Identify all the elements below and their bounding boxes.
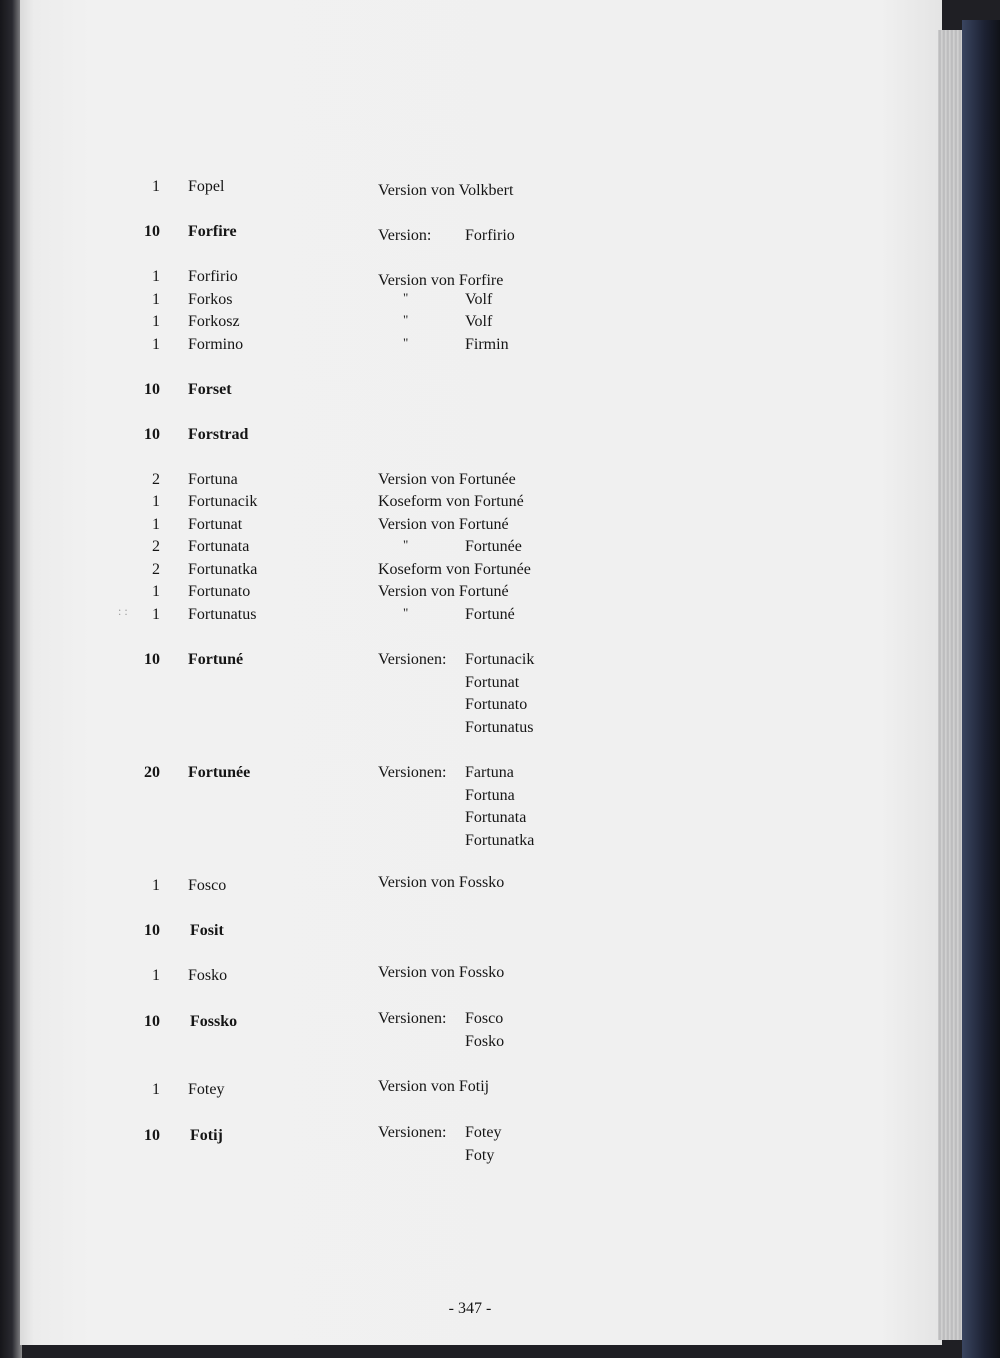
note-value: Volf: [465, 291, 493, 308]
entry-note-line: [378, 785, 778, 807]
entry-count: 1: [152, 967, 160, 984]
entry-count: 1: [152, 583, 160, 600]
entry-count: 2: [152, 471, 160, 488]
entry-note-line: [378, 604, 778, 626]
note-value: Fotey: [465, 1124, 502, 1141]
entry-name: Fosko: [188, 967, 228, 984]
entry-name: Formino: [188, 336, 244, 353]
entry-note-line: [378, 717, 778, 739]
entry-name: Forkosz: [188, 313, 240, 330]
note-value: Fortunat: [465, 673, 520, 691]
entry-row: [0, 424, 1000, 446]
entry-name: Fortuné: [188, 651, 244, 668]
entry-count: 1: [152, 313, 160, 330]
entry-note-line: [378, 1076, 778, 1098]
ditto-mark: ": [403, 335, 409, 350]
note-value: Firmin: [465, 336, 509, 353]
note-value: Fortuné: [465, 606, 515, 623]
note-label: Version:: [378, 227, 432, 244]
entry-note-line: [378, 289, 778, 311]
note-label: Versionen:: [378, 1124, 447, 1141]
entry-count: 1: [152, 336, 160, 353]
entry-name: Forset: [188, 381, 232, 398]
entry-name: Fotij: [190, 1127, 223, 1144]
entry-note-line: [378, 311, 778, 333]
note-value: Fortuna: [465, 786, 515, 804]
entry-note-line: [378, 581, 778, 603]
entry-note-line: [378, 649, 778, 671]
entry-note-line: [378, 334, 778, 356]
entry-count: 1: [152, 291, 160, 308]
entry-note-line: [378, 962, 778, 984]
entry-name: Forfirio: [188, 268, 238, 285]
note-label: Version von Fortuné: [378, 516, 509, 533]
note-label: Version von Forfire: [378, 272, 504, 289]
entry-name: Fortunacik: [188, 493, 258, 510]
note-label: Version von Fotij: [378, 1078, 490, 1095]
entry-name: Fortunato: [188, 583, 251, 600]
entry-name: Fortunata: [188, 538, 250, 555]
entry-count: 1: [152, 516, 160, 533]
note-label: Version von Fossko: [378, 964, 505, 981]
ditto-mark: ": [403, 290, 409, 305]
entry-note-line: [378, 830, 778, 852]
entry-note-line: [378, 1031, 778, 1053]
note-value: Fosco: [465, 1010, 504, 1027]
note-value: Fortunata: [465, 809, 527, 826]
entry-name: Fortunatka: [188, 561, 258, 578]
entry-note-line: [378, 807, 778, 829]
entry-count: 10: [144, 223, 160, 240]
entry-count: 2: [152, 561, 160, 578]
entry-note-line: [378, 1122, 778, 1144]
entry-count: 10: [144, 922, 160, 939]
note-label: Koseform von Fortunée: [378, 561, 531, 578]
entry-name: Fortunatus: [188, 606, 257, 623]
entry-name: Forstrad: [188, 426, 249, 443]
note-label: Koseform von Fortuné: [378, 493, 524, 510]
note-value: Fortunatus: [465, 718, 534, 736]
entry-count: 1: [152, 178, 160, 195]
entry-row: [0, 379, 1000, 401]
entry-name: Fortunée: [188, 764, 251, 781]
entry-note-line: [378, 225, 778, 247]
note-value: Foty: [465, 1146, 495, 1164]
entry-row: [0, 920, 1000, 942]
margin-marks: : :: [118, 604, 128, 618]
note-label: Version von Fortuné: [378, 583, 509, 600]
note-label: Version von Fossko: [378, 874, 505, 891]
note-value: Forfirio: [465, 227, 515, 244]
ditto-mark: ": [403, 537, 409, 552]
entry-name: Forfire: [188, 223, 237, 240]
note-value: Fortunatka: [465, 831, 535, 849]
note-label: Version von Volkbert: [378, 182, 514, 199]
entry-count: 10: [144, 381, 160, 398]
entry-note-line: [378, 672, 778, 694]
entry-count: 1: [152, 606, 160, 623]
entry-count: 10: [144, 651, 160, 668]
entry-note-line: [378, 559, 778, 581]
entry-note-line: [378, 1145, 778, 1167]
note-value: Fortunato: [465, 696, 528, 713]
entry-note-line: [378, 514, 778, 536]
entry-note-line: [378, 1008, 778, 1030]
note-value: Fartuna: [465, 764, 514, 781]
entry-note-line: [378, 762, 778, 784]
entry-count: 1: [152, 268, 160, 285]
entry-count: 1: [152, 1081, 160, 1098]
entry-count: 1: [152, 877, 160, 894]
note-value: Volf: [465, 313, 493, 330]
entry-name: Fortunat: [188, 516, 243, 533]
note-value: Fortunacik: [465, 651, 535, 668]
entry-count: 10: [144, 1127, 160, 1144]
entry-count: 10: [144, 426, 160, 443]
entry-count: 2: [152, 538, 160, 555]
entry-note-line: [378, 180, 778, 202]
entry-count: 1: [152, 493, 160, 510]
entry-note-line: [378, 491, 778, 513]
entry-note-line: [378, 872, 778, 894]
entry-count: 10: [144, 1013, 160, 1030]
entry-note-line: [378, 694, 778, 716]
entry-count: 20: [144, 764, 160, 781]
page-number: - 347 -: [448, 1300, 492, 1317]
note-value: Fortunée: [465, 538, 522, 555]
entry-name: Forkos: [188, 291, 233, 308]
note-label: Versionen:: [378, 651, 447, 668]
entry-name: Fosit: [190, 922, 224, 939]
entry-name: Fotey: [188, 1081, 225, 1098]
note-label: Version von Fortunée: [378, 471, 516, 488]
note-label: Versionen:: [378, 1010, 447, 1027]
ditto-mark: ": [403, 312, 409, 327]
note-label: Versionen:: [378, 764, 447, 781]
entry-name: Fortuna: [188, 471, 238, 488]
entry-name: Fosco: [188, 877, 227, 894]
entry-name: Fopel: [188, 178, 225, 195]
entry-note-line: [378, 536, 778, 558]
entry-note-line: [378, 469, 778, 491]
note-value: Fosko: [465, 1032, 505, 1050]
ditto-mark: ": [403, 605, 409, 620]
entry-name: Fossko: [190, 1013, 238, 1030]
